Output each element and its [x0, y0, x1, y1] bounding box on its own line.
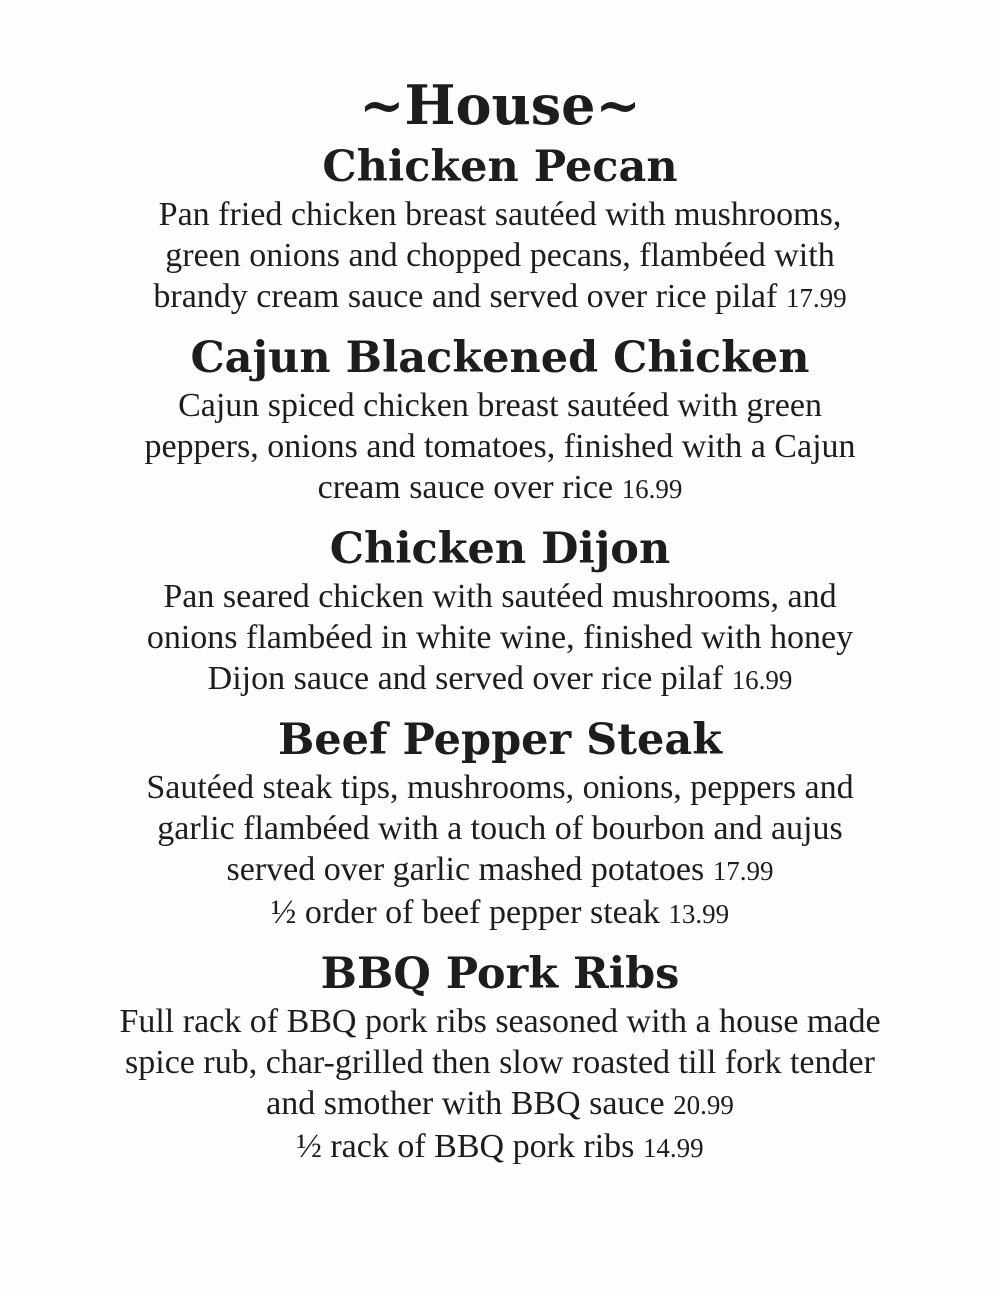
item-price: 17.99	[785, 283, 847, 313]
description-line	[40, 617, 960, 658]
item-price: 16.99	[731, 665, 793, 695]
description-line	[40, 235, 960, 276]
description-text: onions flambéed in white wine, finished with honey	[146, 619, 854, 656]
description-line	[40, 1042, 960, 1083]
description-text: Full rack of BBQ pork ribs seasoned with a house made	[119, 1003, 881, 1040]
section-title: ~House~	[359, 73, 641, 137]
half-order-line	[40, 1126, 960, 1169]
description-text: spice rub, char-grilled then slow roasted till fork tender	[125, 1044, 875, 1081]
description-text: and smother with BBQ sauce	[266, 1085, 674, 1122]
description-text: served over garlic mashed potatoes	[226, 851, 713, 888]
item-price: 16.99	[621, 474, 683, 504]
item-price: 20.99	[673, 1090, 734, 1120]
description-line	[40, 1083, 960, 1126]
menu-item-beef-pepper-steak	[40, 713, 960, 935]
description-line	[40, 276, 960, 319]
half-order-line	[40, 892, 960, 935]
item-description	[40, 1001, 960, 1169]
item-description	[40, 385, 960, 510]
item-description	[40, 767, 960, 935]
item-name: Cajun Blackened Chicken	[190, 333, 810, 383]
description-text: Pan seared chicken with sautéed mushrooms, and	[163, 578, 837, 615]
item-description	[40, 194, 960, 319]
description-text: Sautéed steak tips, mushrooms, onions, peppers and	[146, 769, 854, 806]
item-name: Chicken Dijon	[329, 524, 671, 574]
description-text: Dijon sauce and served over rice pilaf	[207, 660, 732, 697]
description-text: Cajun spiced chicken breast sautéed with green	[178, 387, 822, 424]
menu-item-bbq-pork-ribs	[40, 947, 960, 1169]
description-line	[40, 849, 960, 892]
description-line	[40, 658, 960, 701]
description-text: cream sauce over rice	[317, 469, 622, 506]
item-price: 17.99	[712, 856, 774, 886]
item-description	[40, 576, 960, 701]
menu-item-cajun-blackened-chicken	[40, 331, 960, 510]
description-text: ½ rack of BBQ pork ribs	[296, 1128, 643, 1165]
description-text: garlic flambéed with a touch of bourbon and aujus	[157, 810, 843, 847]
description-line	[40, 426, 960, 467]
description-line	[40, 808, 960, 849]
description-line	[40, 576, 960, 617]
half-order-price: 13.99	[668, 899, 730, 929]
item-name: Beef Pepper Steak	[277, 715, 723, 765]
description-text: Pan fried chicken breast sautéed with mushrooms,	[158, 196, 842, 233]
description-text: peppers, onions and tomatoes, finished with a Cajun	[144, 428, 856, 465]
menu-content	[40, 70, 960, 1181]
description-text: ½ order of beef pepper steak	[270, 894, 669, 931]
description-line	[40, 467, 960, 510]
description-text: green onions and chopped pecans, flambéed with	[165, 237, 835, 274]
menu-item-chicken-pecan	[40, 140, 960, 319]
menu-item-chicken-dijon	[40, 522, 960, 701]
description-line	[40, 385, 960, 426]
description-line	[40, 194, 960, 235]
item-name: BBQ Pork Ribs	[320, 949, 680, 999]
description-line	[40, 767, 960, 808]
half-order-price: 14.99	[642, 1133, 704, 1163]
description-text: brandy cream sauce and served over rice pilaf	[153, 278, 786, 315]
description-line	[40, 1001, 960, 1042]
item-name: Chicken Pecan	[322, 142, 678, 192]
